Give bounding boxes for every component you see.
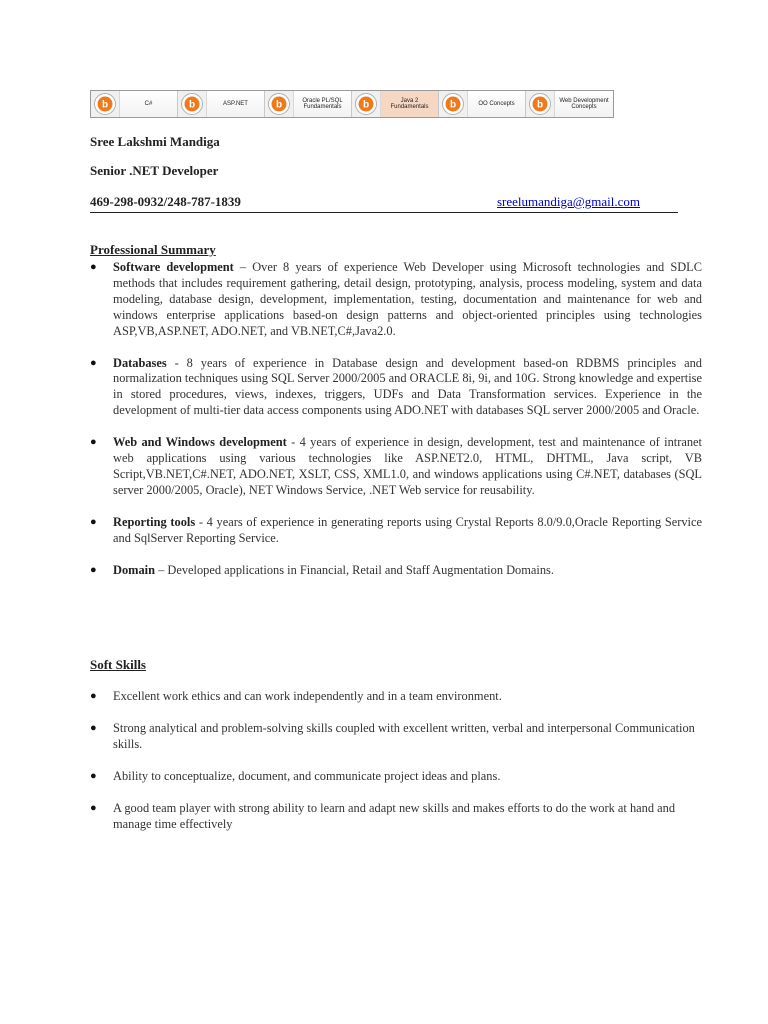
badge-label: C#: [120, 91, 178, 117]
certification-badge-strip: [90, 90, 614, 118]
email-link[interactable]: sreelumandiga@gmail.com: [497, 194, 641, 209]
certification-seal-icon: [439, 91, 468, 117]
bullet-icon: ●: [90, 436, 97, 449]
item-label: Databases: [113, 355, 167, 370]
svg-text:b: b: [449, 99, 457, 111]
svg-text:b: b: [536, 99, 544, 111]
bullet-icon: ●: [90, 801, 97, 814]
bullet-icon: ●: [90, 721, 97, 734]
job-title: Senior .NET Developer: [90, 163, 219, 178]
list-item: [90, 769, 702, 785]
bullet-icon: ●: [90, 563, 97, 576]
candidate-name: Sree Lakshmi Mandiga: [90, 134, 220, 149]
certification-seal-icon: [352, 91, 381, 117]
badge-oracle-plsql: [265, 91, 352, 117]
certification-seal-icon: [178, 91, 207, 117]
item-text: - 4 years of experience in design, development, test and maintenance of intranet web applications using various technologies like ASP.NET2.0, HTML, DHTML, Java script, VB Script,VB.NET,C#.NET, ADO.NET, XSLT, CSS, XML1.0, and windows applications using C#.NET, databases (SQL server 2000/2005, Oracle), NET Windows Service, .NET Web service for reusability.: [113, 435, 703, 497]
soft-skills-heading: Soft Skills: [90, 657, 146, 672]
item-text: - 4 years of experience in generating reports using Crystal Reports 8.0/9.0,Oracle Reporting Service and SqlServer Reporting Service.: [113, 514, 702, 545]
item-label: Domain: [113, 562, 155, 577]
bullet-icon: ●: [90, 769, 97, 782]
list-item: [90, 801, 702, 833]
badge-web-development: [526, 91, 613, 117]
professional-summary-heading: Professional Summary: [90, 242, 216, 257]
bullet-icon: ●: [90, 356, 97, 369]
badge-java2: [352, 91, 439, 117]
item-text: – Over 8 years of experience Web Developer using Microsoft technologies and SDLC methods that includes requirement gathering, detail design, prototyping, analysis, process modeling, system and data modeling, database design, development, implementation, testing, documentation and maintenance for web and windows enterprise applications based-on design patterns and object-oriented principles using technologies ASP,VB,ASP.NET, ADO.NET, and VB.NET,C#,Java2.0.: [113, 260, 702, 338]
soft-skills-list: [90, 689, 702, 848]
item-text: Excellent work ethics and can work independently and in a team environment.: [113, 689, 502, 703]
item-label: Web and Windows development: [113, 435, 287, 450]
item-text: – Developed applications in Financial, Retail and Staff Augmentation Domains.: [155, 562, 554, 577]
badge-csharp: [91, 91, 178, 117]
certification-seal-icon: [265, 91, 294, 117]
svg-text:b: b: [101, 99, 109, 111]
bullet-icon: ●: [90, 261, 97, 273]
bullet-icon: ●: [90, 515, 97, 528]
badge-aspnet: [178, 91, 265, 117]
item-text: Strong analytical and problem-solving skills coupled with excellent written, verbal and interpersonal Communication skills.: [113, 720, 695, 751]
item-text: - 8 years of experience in Database design and development based-on RDBMS principles and normalization techniques using SQL Server 2000/2005 and ORACLE 8i, 9i, and 10G. Strong knowledge and expertise in stored procedures, views, indexes, triggers, UDFs and Data Transformation services. Experience in the development of multi-tier data access components using ADO.NET with databases SQL server 2000/2005 and Oracle.: [113, 355, 702, 418]
item-label: Software development: [113, 260, 234, 274]
list-item: [90, 435, 702, 499]
badge-label: ASP.NET: [207, 91, 265, 117]
badge-label: Web Development Concepts: [555, 91, 613, 117]
list-item: [90, 563, 702, 579]
badge-label: Oracle PL/SQL Fundamentals: [294, 91, 352, 117]
phone-number: 469-298-0932/248-787-1839: [90, 194, 241, 209]
item-text: Ability to conceptualize, document, and communicate project ideas and plans.: [113, 768, 501, 783]
list-item: [90, 721, 702, 753]
certification-seal-icon: [526, 91, 555, 117]
contact-line: [90, 194, 678, 213]
certification-seal-icon: [91, 91, 120, 117]
professional-summary-list: [90, 260, 702, 595]
svg-text:b: b: [362, 99, 370, 111]
item-text: A good team player with strong ability to learn and adapt new skills and makes efforts to do the work at hand and manage time effectively: [113, 800, 676, 831]
bullet-icon: ●: [90, 690, 97, 702]
list-item: [90, 515, 702, 547]
badge-oo-concepts: [439, 91, 526, 117]
badge-label: Java 2 Fundamentals: [381, 91, 439, 117]
list-item: [90, 260, 702, 340]
item-label: Reporting tools: [113, 514, 196, 529]
svg-text:b: b: [275, 99, 283, 111]
list-item: [90, 689, 702, 705]
list-item: [90, 356, 702, 420]
svg-text:b: b: [188, 99, 196, 111]
badge-label: OO Concepts: [468, 91, 526, 117]
